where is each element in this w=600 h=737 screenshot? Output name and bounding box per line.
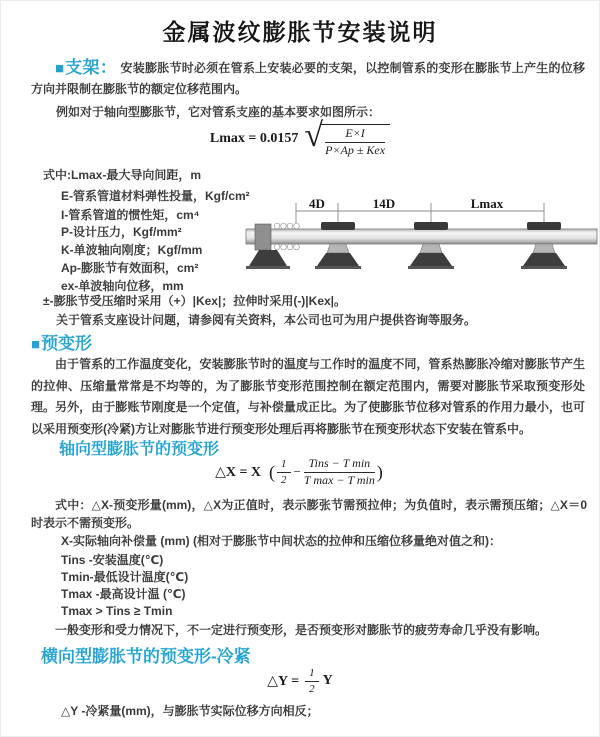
guide-support: [408, 222, 454, 269]
axial-definition-line: Tmax -最高设计温 (℃): [61, 587, 186, 601]
open-paren: (: [269, 461, 276, 482]
lmax-fraction: [325, 127, 385, 158]
axial-definition-line: Tmax > Tins ≥ Tmin: [61, 604, 173, 618]
support-example-line: 例如对于轴向型膨胀节，它对管系支座的基本要求如图所示：: [56, 105, 381, 119]
axial-closing-line: 一般变形和受力情况下，不一定进行预变形，是否预变形对膨胀节的疲劳寿命几乎没有影响。: [55, 623, 548, 637]
close-paren: ): [376, 461, 383, 482]
lmax-formula: [1, 117, 599, 158]
axial-formula: [1, 457, 599, 488]
definition-line: ±-膨胀节受压缩时采用（+）|Kex|；拉伸时采用(-)|Kex|。: [43, 294, 347, 308]
definition-line: 式中:Lmax-最大导向间距，m: [43, 168, 202, 182]
minus-operator: −: [293, 464, 301, 480]
half-denominator: 2: [281, 473, 287, 486]
half-numerator: 1: [305, 667, 319, 682]
support-heading-label: 支架：: [65, 58, 117, 77]
axial-definition-line: Tins -安装温度(℃): [61, 553, 164, 567]
axial-subsection-heading: 轴向型膨胀节的预变形: [59, 441, 220, 458]
lateral-note-line: △Y -冷紧量(mm)，与膨胀节实际位移方向相反；: [61, 704, 319, 718]
lateral-formula: [1, 667, 599, 695]
one-half-fraction: [305, 667, 319, 695]
lateral-subsection-heading: 横向型膨胀节的预变形-冷紧: [41, 647, 251, 666]
support-section-heading: [55, 58, 117, 77]
support-intro-paragraph: [31, 57, 585, 100]
definition-line: I-管系管道的惯性矩，cm⁴: [61, 208, 200, 222]
lmax-fraction-numerator: E×I: [325, 127, 385, 143]
definition-line: P-设计压力，Kgf/mm²: [61, 225, 182, 239]
predeform-paragraph: 由于管系的工作温度变化，安装膨胀节时的温度与工作时的温度不同，管系热膨胀冷缩对膨胀节产生的拉伸、压缩量常常是不均等的，为了膨胀节变形范围控制在额定范围内，需要对膨胀节采取预变形处理。另外，由于膨账节刚度是一个定值，与补偿量成正比。为了使膨胀节位移对管系的作用力最小，也可以采用预变形(冷紧)方让对膨胀节进行预变形处理后再将膨胀节在预变形状态下安装在管系中。: [31, 357, 585, 436]
axial-definition-line: Tmin-最低设计温度(℃): [61, 570, 189, 584]
axial-explain-paragraph: 式中：△X-预变形量(mm)，△X为正值时，表示膨张节需预拉伸；为负值时，表示需预压缩；△X＝0时表示不需预变形。: [31, 498, 587, 530]
sqrt-radical: [304, 117, 390, 158]
definition-line: Ap-膨胀节有效面积，cm²: [61, 261, 199, 275]
predeform-section-heading: [31, 329, 92, 354]
half-numerator: 1: [277, 458, 291, 473]
lateral-formula-rhs: Y: [322, 673, 333, 689]
diagram-label-lmax: Lmax: [470, 196, 504, 211]
lmax-fraction-denominator: P×Ap ± Kex: [325, 142, 386, 157]
section-square-icon: ■: [55, 60, 65, 77]
radical-sign-icon: √: [304, 117, 324, 154]
lmax-formula-lhs: Lmax = 0.0157: [209, 131, 299, 147]
diagram-label-4d: 4D: [309, 196, 325, 211]
pipe: [246, 229, 597, 244]
definition-line: E-管系管道材料弹性投量，Kgf/cm²: [61, 189, 250, 203]
page-title: 金属波纹膨胀节安装说明: [162, 19, 438, 45]
pipe-support-diagram: [244, 196, 599, 288]
axial-formula-lhs: △X = X: [215, 464, 262, 480]
guide-support: [315, 222, 361, 269]
lateral-formula-lhs: △Y =: [267, 673, 300, 689]
temperature-fraction-numerator: Tins − T min: [304, 457, 375, 473]
predeform-heading-label: 预变形: [41, 334, 93, 353]
temperature-fraction: [304, 457, 375, 488]
guide-support: [521, 222, 567, 269]
definition-line: ex-单波轴向位移，mm: [61, 279, 184, 293]
one-half-fraction: [277, 458, 291, 486]
half-denominator: 2: [309, 682, 315, 695]
axial-definition-line: X-实际轴向补偿量 (mm) (相对于膨胀节中间状态的拉伸和压缩位移量绝对值之和)：: [61, 534, 501, 548]
diagram-label-14d: 14D: [372, 196, 396, 211]
section-square-icon: ■: [31, 336, 41, 353]
support-note-line: 关于管系支座设计问题，请参阅有关资料，本公司也可为用户提供咨询等服务。: [56, 313, 477, 327]
support-intro-text: 安装膨胀节时必须在管系上安装必要的支架，以控制管系的变形在膨胀节上产生的位移方向并限制在膨胀节的额定位移范围内。: [31, 61, 585, 96]
temperature-fraction-denominator: T max − T min: [303, 472, 375, 487]
definition-line: K-单波轴向刚度；Kgf/mm: [61, 243, 203, 257]
